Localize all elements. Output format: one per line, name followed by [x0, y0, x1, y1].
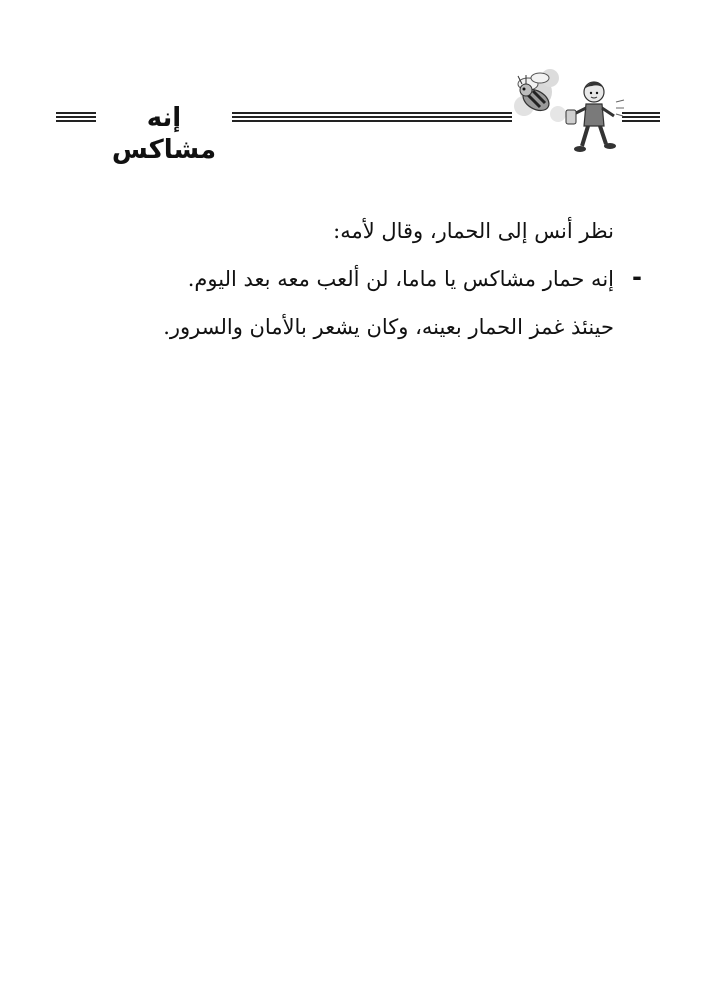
header-rule-middle [232, 112, 512, 124]
story-line-2: إنه حمار مشاكس يا ماما، لن ألعب معه بعد اليوم. [187, 267, 614, 291]
page-title: إنه مشاكس [111, 103, 217, 165]
story-line-1: نظر أنس إلى الحمار، وقال لأمه: [333, 219, 614, 243]
header-rule-right [622, 112, 660, 124]
header-rule-left [56, 112, 96, 124]
story-line-3: حينئذ غمز الحمار بعينه، وكان يشعر بالأمان والسرور. [163, 315, 614, 339]
bee-and-boy-illustration-icon [506, 62, 626, 160]
dialogue-dash: - [632, 263, 642, 291]
